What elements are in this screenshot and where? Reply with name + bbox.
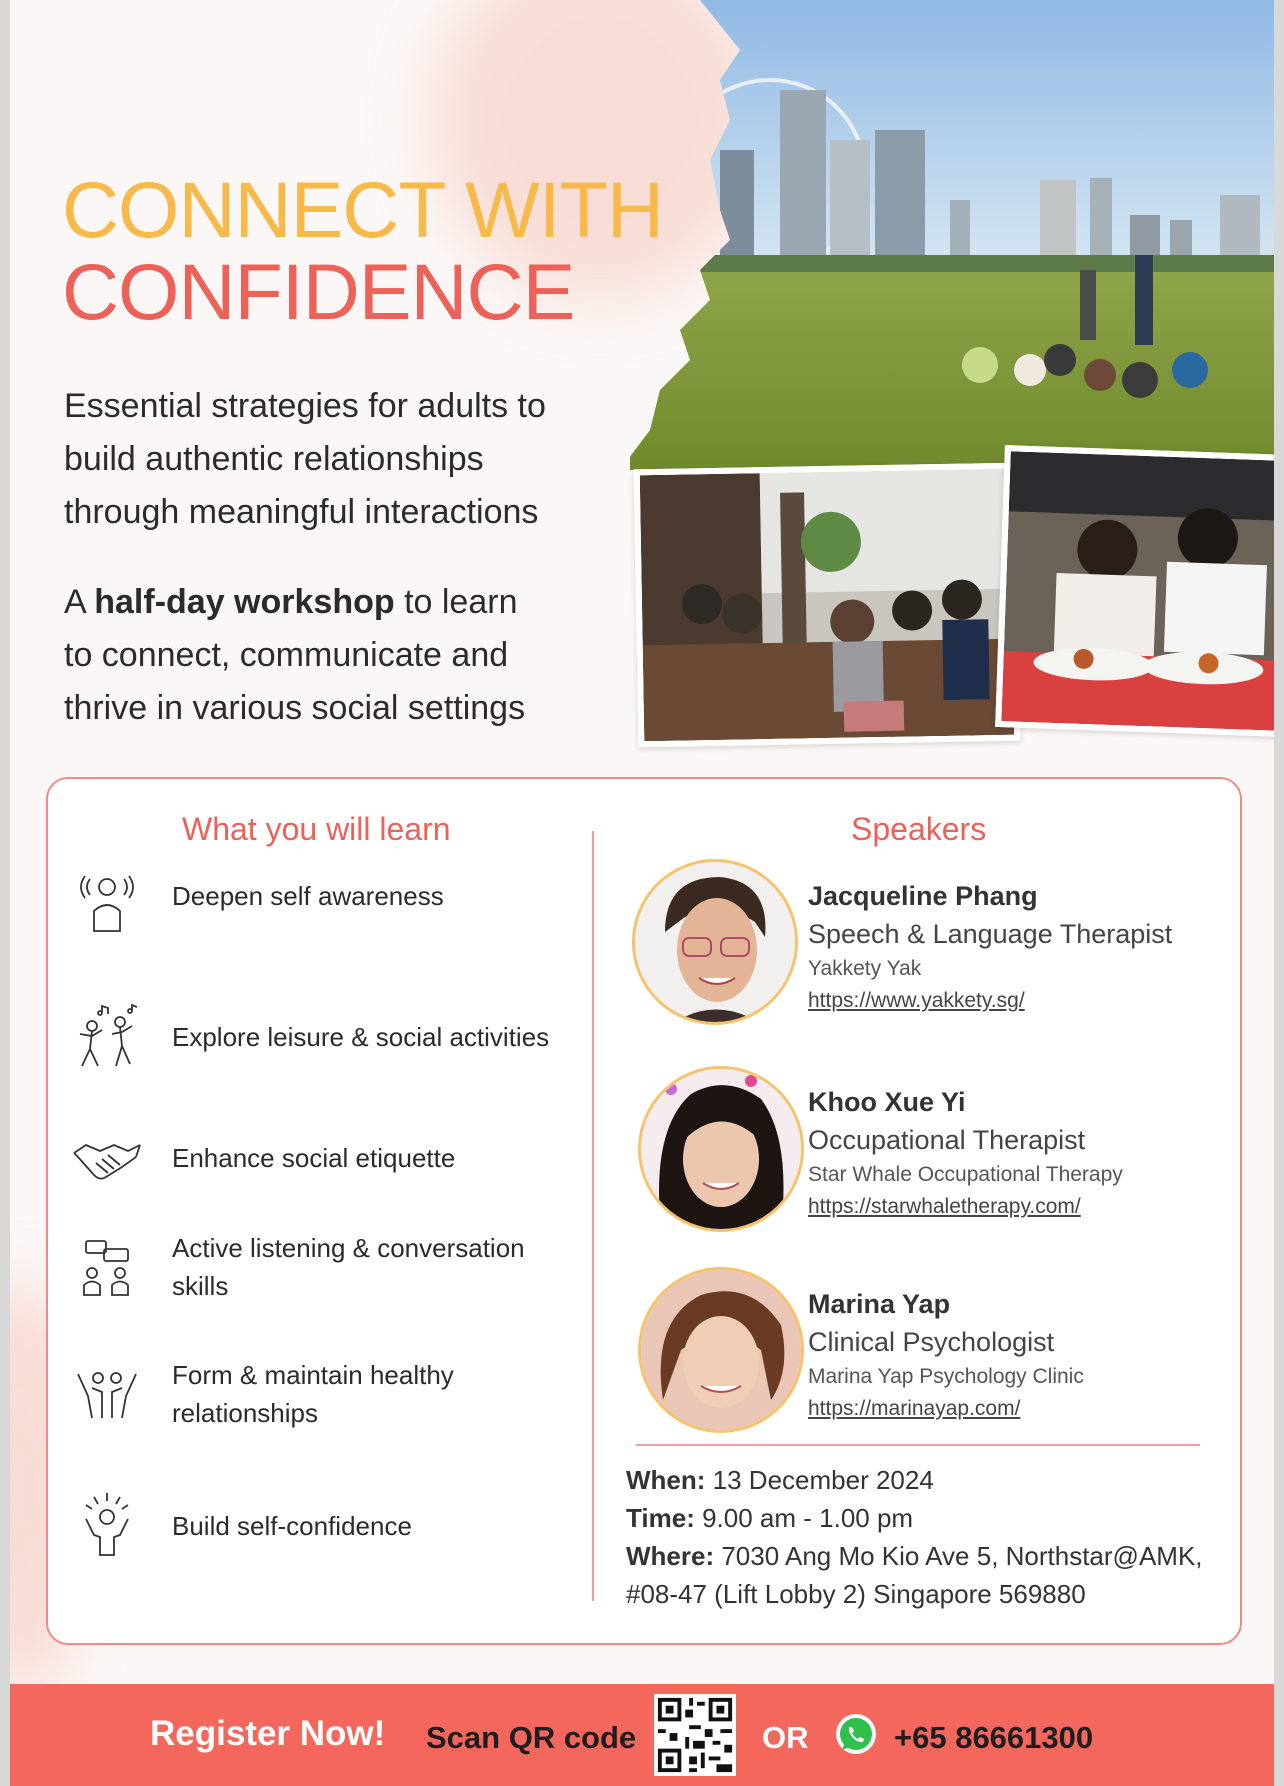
speaker-role: Occupational Therapist <box>808 1125 1086 1155</box>
phone-number[interactable]: +65 86661300 <box>894 1720 1094 1755</box>
whatsapp-icon[interactable] <box>834 1712 878 1756</box>
speaker-name: Jacqueline Phang <box>808 881 1038 911</box>
learn-item-text: Enhance social etiquette <box>172 1143 456 1173</box>
food-photo <box>995 445 1274 737</box>
learn-item-line: Active listening & conversation <box>172 1233 525 1263</box>
speaker-org: Marina Yap Psychology Clinic <box>808 1365 1084 1388</box>
intro-line: through meaningful interactions <box>64 493 539 531</box>
when-label: When: <box>626 1465 706 1495</box>
self-awareness-icon <box>72 867 142 937</box>
speaker-name: Khoo Xue Yi <box>808 1087 966 1117</box>
title-line-2: CONFIDENCE <box>62 247 575 336</box>
intro-suffix: to learn <box>394 583 518 621</box>
avatar <box>638 1267 804 1433</box>
intro-paragraph-2 <box>64 576 664 735</box>
info-card <box>46 777 1242 1645</box>
where-label: Where: <box>626 1541 715 1571</box>
avatar <box>638 1066 804 1232</box>
dancing-people-icon <box>72 1004 142 1074</box>
event-where-line2: #08-47 (Lift Lobby 2) Singapore 569880 <box>626 1579 1086 1609</box>
learn-item-text: Deepen self awareness <box>172 881 444 911</box>
where-value: 7030 Ang Mo Kio Ave 5, Northstar@AMK, <box>714 1541 1203 1571</box>
register-footer <box>10 1684 1274 1786</box>
group-cheer-icon <box>72 1362 142 1432</box>
title-line-1: CONNECT WITH <box>62 165 663 254</box>
speaker-role: Speech & Language Therapist <box>808 919 1173 949</box>
time-label: Time: <box>626 1503 695 1533</box>
intro-paragraph-1 <box>64 380 664 539</box>
intro-line: thrive in various social settings <box>64 689 526 727</box>
conversation-icon <box>72 1235 142 1305</box>
speaker-link[interactable]: https://starwhaletherapy.com/ <box>808 1195 1081 1218</box>
hero-photo <box>630 0 1274 470</box>
scan-label: Scan QR code <box>426 1720 637 1755</box>
speakers-heading: Speakers <box>851 811 987 847</box>
time-value: 9.00 am - 1.00 pm <box>694 1503 914 1533</box>
event-when <box>626 1461 934 1499</box>
event-time <box>626 1499 913 1537</box>
intro-line: to connect, communicate and <box>64 636 509 674</box>
intro-line: build authentic relationships <box>64 440 484 478</box>
event-where <box>626 1537 1203 1575</box>
learn-item-line: Form & maintain healthy <box>172 1360 454 1390</box>
intro-prefix: A <box>64 583 95 621</box>
cafe-photo <box>634 463 1021 748</box>
poster <box>10 0 1274 1786</box>
intro-line <box>64 576 664 629</box>
speaker-link[interactable]: https://www.yakkety.sg/ <box>808 989 1025 1012</box>
confident-person-icon <box>72 1489 142 1559</box>
speaker-link[interactable]: https://marinayap.com/ <box>808 1397 1021 1420</box>
intro-bold: half-day workshop <box>94 583 395 621</box>
speaker-org: Star Whale Occupational Therapy <box>808 1163 1123 1186</box>
learn-item-line: relationships <box>172 1398 318 1428</box>
handshake-icon <box>72 1127 142 1197</box>
intro-line: Essential strategies for adults to <box>64 387 546 425</box>
learn-item-text <box>172 1229 525 1305</box>
learn-item-text: Explore leisure & social activities <box>172 1022 550 1052</box>
register-label[interactable]: Register Now! <box>150 1714 386 1753</box>
avatar <box>632 859 798 1025</box>
or-label: OR <box>762 1720 809 1755</box>
learn-item-text <box>172 1356 454 1432</box>
learn-heading: What you will learn <box>182 811 451 847</box>
when-value: 13 December 2024 <box>705 1465 934 1495</box>
speakers-divider <box>636 1444 1200 1446</box>
speaker-org: Yakkety Yak <box>808 957 922 980</box>
speaker-role: Clinical Psychologist <box>808 1327 1055 1357</box>
learn-item-line: skills <box>172 1271 229 1301</box>
learn-item-text: Build self-confidence <box>172 1511 412 1541</box>
qr-code[interactable] <box>654 1694 736 1776</box>
column-divider <box>592 831 594 1601</box>
speaker-name: Marina Yap <box>808 1289 951 1319</box>
